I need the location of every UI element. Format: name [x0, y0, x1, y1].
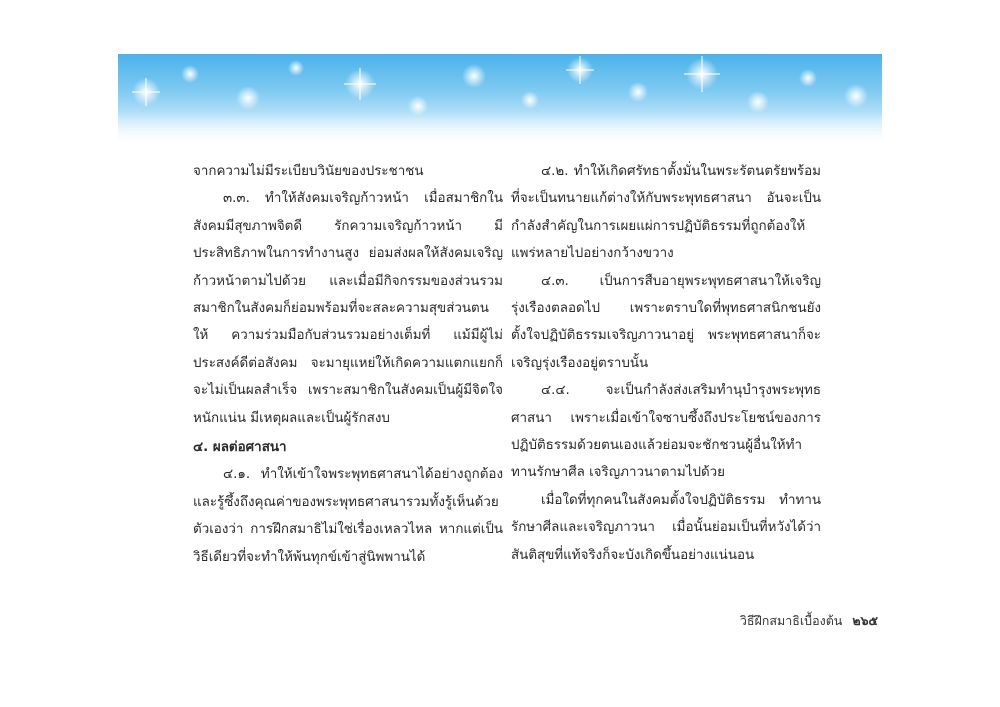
- paragraph: จากความไม่มีระเบียบวินัยของประชาชน: [193, 164, 424, 179]
- section-heading: ๔. ผลต่อศาสนา: [193, 440, 287, 456]
- paragraph: เมื่อใดที่ทุกคนในสังคมตั้งใจปฏิบัติธรรม ทำทานรักษาศีลและเจริญภาวนา เมื่อนั้นย่อมเป็นที่หวังได้ว่าสันติสุขที่แท้จริงก็จะบังเกิดขึ้นอย่างแน่นอน: [511, 492, 821, 563]
- page-footer: [698, 611, 878, 631]
- book-page: [118, 54, 882, 654]
- right-column: [511, 158, 821, 569]
- paragraph: ๔.๑. ทำให้เข้าใจพระพุทธศาสนาได้อย่างถูกต้องและรู้ซึ้งถึงคุณค่าของพระพุทธศาสนารวมทั้งรู้เห็นด้วยตัวเองว่า การฝึกสมาธิไม่ใช่เรื่องเหลวไหล หากแต่เป็นวิธีเดียวที่จะทำให้พ้นทุกข์เข้าสู่นิพพานได้: [193, 467, 503, 565]
- left-column: [193, 158, 503, 571]
- banner-fade: [118, 112, 882, 146]
- header-banner: [118, 54, 882, 146]
- paragraph: ๔.๔. จะเป็นกำลังส่งเสริมทำนุบำรุงพระพุทธศาสนา เพราะเมื่อเข้าใจซาบซึ้งถึงประโยชน์ของการปฏิบัติธรรมด้วยตนเองแล้วย่อมจะชักชวนผู้อื่นให้ทำทานรักษาศีล เจริญภาวนาตามไปด้วย: [511, 383, 821, 481]
- page-number: ๒๖๕: [852, 613, 878, 628]
- paragraph: ๔.๓. เป็นการสืบอายุพระพุทธศาสนาให้เจริญรุ่งเรืองตลอดไป เพราะตราบใดที่พุทธศาสนิกชนยังตั้งใจปฏิบัติธรรมเจริญภาวนาอยู่ พระพุทธศาสนาก็จะเจริญรุ่งเรืองอยู่ตราบนั้น: [511, 273, 821, 371]
- paragraph: ๓.๓. ทำให้สังคมเจริญก้าวหน้า เมื่อสมาชิกในสังคมมีสุขภาพจิตดี รักความเจริญก้าวหน้า มีประสิทธิภาพในการทำงานสูง ย่อมส่งผลให้สังคมเจริญก้าวหน้าตามไปด้วย และเมื่อมีกิจกรรมของส่วนรวม สมาชิกในสังคมก็ย่อมพร้อมที่จะสละความสุขส่วนตน ให้ ความร่วมมือกับส่วนรวมอย่างเต็มที่ แม้มีผู้ไม่ประสงค์ดีต่อสังคม จะมายุแหย่ให้เกิดความแตกแยกก็จะไม่เป็นผลสำเร็จ เพราะสมาชิกในสังคมเป็นผู้มีจิตใจหนักแน่น มีเหตุผลและเป็นผู้รักสงบ: [193, 191, 503, 426]
- book-title: วิธีฝึกสมาธิเบื้องต้น: [739, 613, 843, 628]
- paragraph: ๔.๒. ทำให้เกิดศรัทธาตั้งมั่นในพระรัตนตรัยพร้อมที่จะเป็นทนายแก้ต่างให้กับพระพุทธศาสนา อันจะเป็นกำลังสำคัญในการเผยแผ่การปฏิบัติธรรมที่ถูกต้องให้แพร่หลายไปอย่างกว้างขวาง: [511, 164, 821, 262]
